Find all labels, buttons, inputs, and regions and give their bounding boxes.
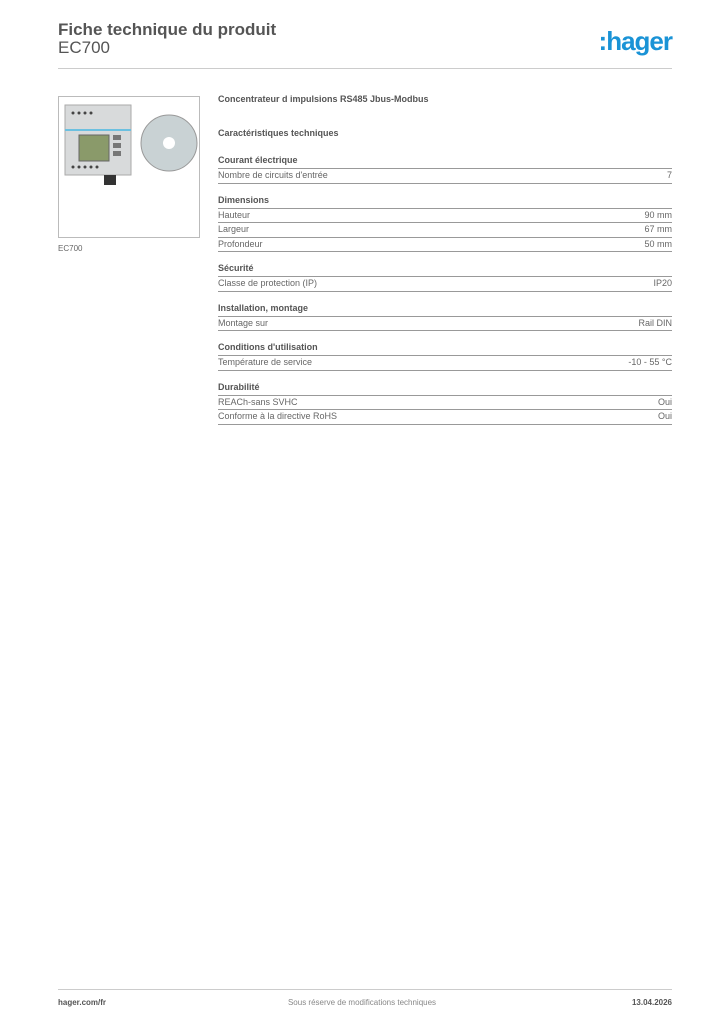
spec-section	[218, 194, 672, 253]
spec-value: -10 - 55 °C	[628, 357, 672, 367]
spec-value: Oui	[657, 396, 672, 407]
section-heading: Dimensions	[218, 194, 672, 209]
spec-label: Température de service	[218, 357, 313, 367]
section-heading: Durabilité	[218, 381, 672, 396]
footer-disclaimer: Sous réserve de modifications techniques	[287, 998, 437, 1007]
spec-label: Classe de protection (IP)	[218, 278, 318, 288]
spec-label: Profondeur	[218, 238, 263, 249]
image-caption: EC700	[58, 244, 83, 253]
product-image	[58, 96, 200, 238]
spec-label: Conforme à la directive RoHS	[218, 411, 338, 421]
spec-label: Nombre de circuits d'entrée	[218, 170, 328, 180]
spec-value: Oui	[657, 411, 672, 421]
spec-section	[218, 381, 672, 425]
section-heading: Sécurité	[218, 262, 672, 277]
spec-row	[218, 277, 672, 292]
spec-label: Montage sur	[218, 317, 269, 328]
product-code: EC700	[58, 38, 110, 57]
spec-row	[218, 317, 672, 332]
spec-section	[218, 262, 672, 292]
spec-row	[218, 238, 672, 253]
spec-value: 67 mm	[644, 224, 672, 234]
spec-row	[218, 223, 672, 238]
spec-row	[218, 396, 672, 411]
spec-value: 7	[666, 170, 672, 180]
spec-row	[218, 209, 672, 224]
spec-row	[218, 169, 672, 184]
specs-title: Caractéristiques techniques	[218, 128, 339, 138]
spec-section	[218, 341, 672, 371]
spec-section	[218, 302, 672, 332]
section-heading: Installation, montage	[218, 302, 672, 317]
spec-section	[218, 154, 672, 184]
spec-value: IP20	[653, 278, 672, 288]
spec-label: Hauteur	[218, 209, 251, 220]
spec-content	[218, 94, 672, 425]
spec-row	[218, 356, 672, 371]
footer-divider	[58, 989, 672, 990]
spec-value: Rail DIN	[638, 317, 672, 328]
hager-logo: :hager	[598, 26, 672, 56]
spec-row	[218, 410, 672, 425]
page-title: Fiche technique du produit	[58, 20, 277, 39]
product-description: Concentrateur d impulsions RS485 Jbus-Modbus	[218, 94, 429, 104]
footer-date: 13.04.2026	[631, 998, 672, 1007]
section-heading: Conditions d'utilisation	[218, 341, 672, 356]
header-divider	[58, 68, 672, 69]
section-heading: Courant électrique	[218, 154, 672, 169]
spec-value: 50 mm	[644, 238, 672, 249]
spec-label: REACh-sans SVHC	[218, 396, 298, 407]
spec-sections	[218, 154, 672, 425]
footer-website-link[interactable]: hager.com/fr	[58, 998, 107, 1007]
spec-value: 90 mm	[644, 209, 672, 220]
spec-label: Largeur	[218, 224, 250, 234]
